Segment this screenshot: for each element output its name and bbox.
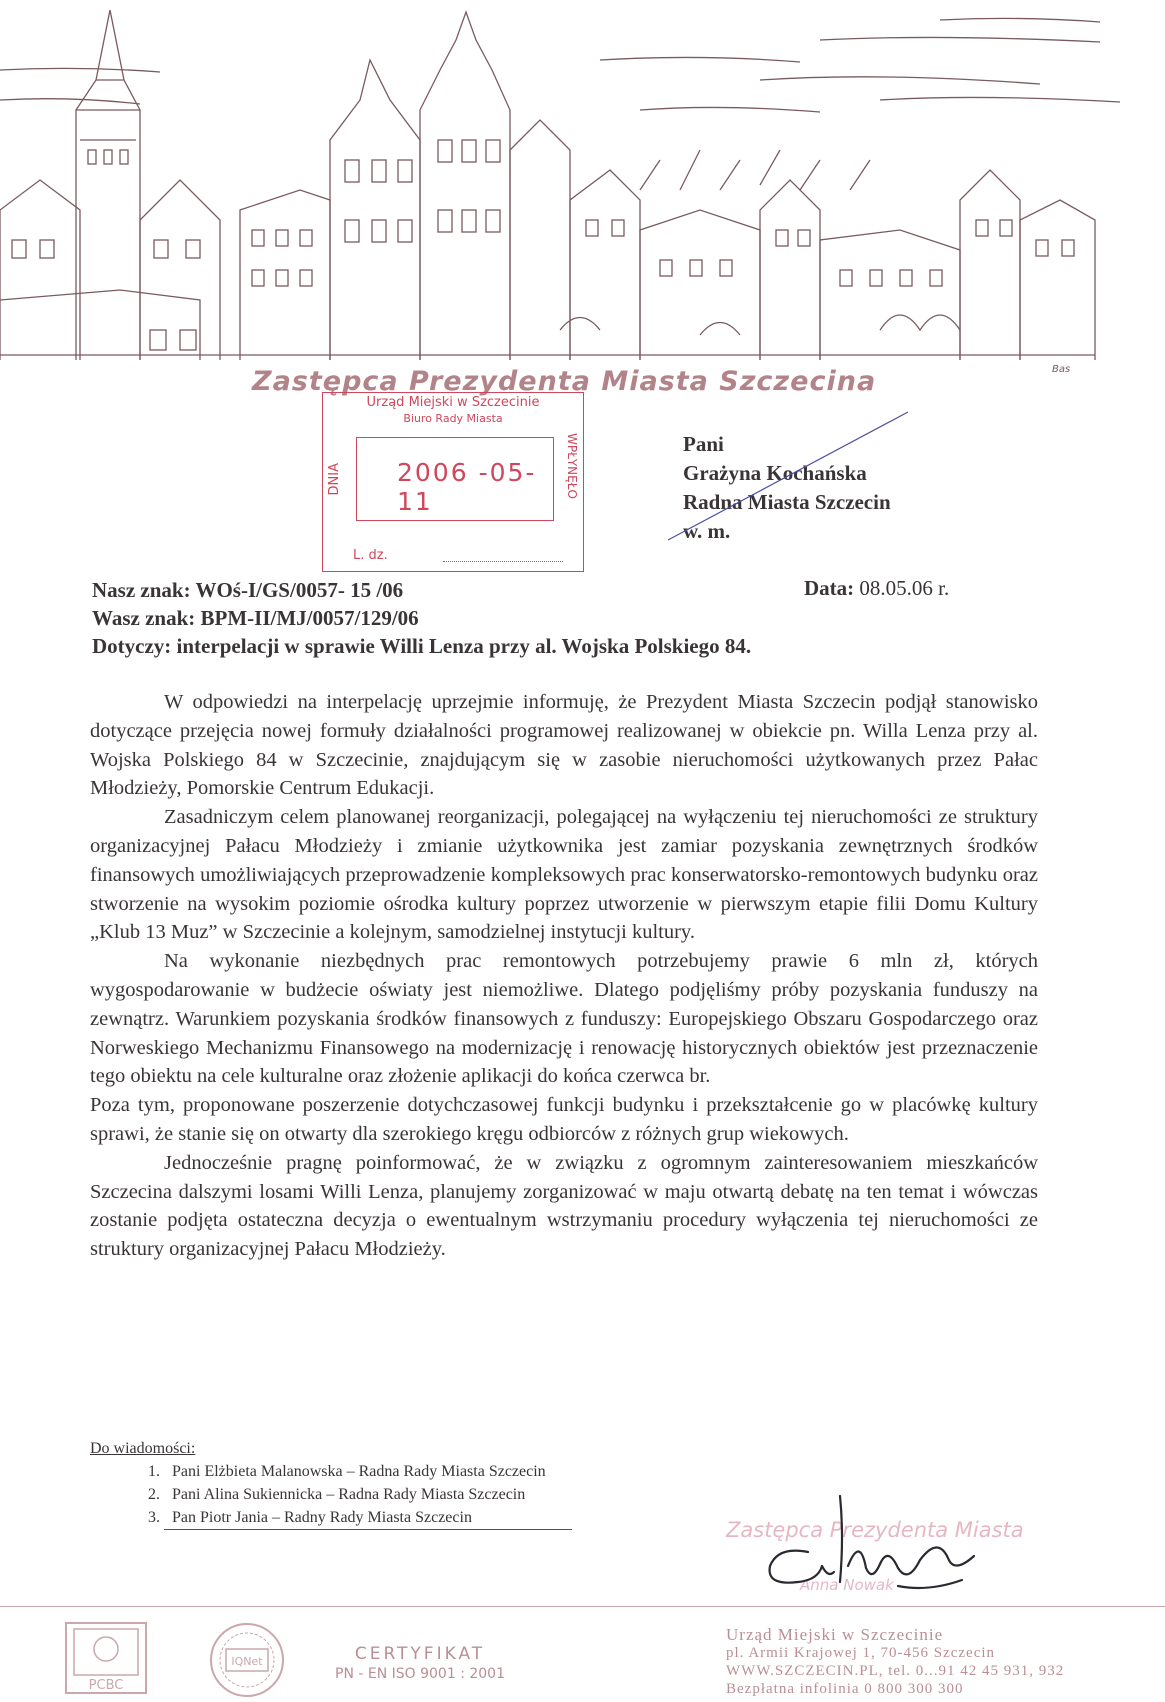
pcbc-logo-text: PCBC (88, 1678, 124, 1693)
stamp-ldz-line (443, 561, 563, 562)
body-paragraph: Jednocześnie pragnę poinformować, że w związku z ogromnym zainteresowaniem mieszkańców Szczecina dalszymi losami Willi Lenza, planujemy zorganizować w maju otwartą debatę na ten temat i wówczas zostanie podjęta ostateczna decyzja o ewentualnym wstrzymaniu procedury wyłączenia tej nieruchomości ze struktury organizacyjnej Pałacu Młodzieży. (90, 1151, 1038, 1261)
dotyczy-line (92, 632, 751, 660)
certificate-title: CERTYFIKAT (354, 1644, 486, 1664)
body-paragraph: Na wykonanie niezbędnych prac remontowych potrzebujemy prawie 6 mln zł, których wygospodarowanie w budżecie oświaty jest niemożliwe. Dlatego podjęliśmy próby pozyskania funduszy na zewnątrz. Warunkiem pozyskania środków finansowych z funduszy: Europejskiego Obszaru Gospodarczego oraz Norweskiego Mechanizmu Finansowego na modernizację i renowację historycznych obiektów jest przeznaczenie tego obiektu na cele kulturalne oraz złożenie aplikacji do końca czerwca br. (90, 950, 1038, 1088)
stamp-ldz: L. dz. (353, 548, 388, 563)
stamp-office: Urząd Miejski w Szczecinie (366, 395, 540, 410)
cc-item: 2. Pani Alina Sukiennicka – Radna Rady Miasta Szczecin (164, 1483, 572, 1506)
wasz-znak-label: Wasz znak: (92, 606, 196, 630)
date-label: Data: (804, 576, 855, 600)
stamp-wplynelo: WPŁYNĘŁO (565, 433, 579, 499)
iqnet-logo (206, 1621, 288, 1699)
artist-mark: Bas (1052, 364, 1071, 375)
letter-body (90, 688, 1038, 1264)
footer-address-line: WWW.SZCZECIN.PL, tel. 0...91 42 45 931, 932 (726, 1663, 1065, 1679)
wasz-znak-line (92, 604, 751, 632)
dotyczy-value: interpelacji w sprawie Willi Lenza przy al. Wojska Polskiego 84. (176, 634, 752, 658)
date-line (804, 576, 949, 601)
certificate-block (300, 1644, 540, 1682)
recipient-line: Grażyna Kochańska (683, 461, 867, 485)
signature-stamp-name: Anna Nowak (800, 1576, 894, 1594)
stamp-department: Biuro Rady Miasta (403, 412, 503, 425)
stamp-date: 2006 -05- 11 (397, 458, 537, 516)
body-paragraph: Zasadniczym celem planowanej reorganizacji, polegającej na wyłączeniu tej nieruchomości ze struktury organizacyjnej Pałacu Młodzieży i zmianie użytkownika jest zamiar pozyskania zewnętrznych środków finansowych umożliwiających przeprowadzenie kompleksowych prac konserwatorsko-remontowych budynku oraz stworzenie na wysokim poziomie ośrodka kultury poprzez utworzenie w pierwszym etapie filii Domu Kultury „Klub 13 Muz” w Szczecinie a kolejnym, samodzielnej instytucji kultury. (90, 806, 1038, 944)
footer-address-line: Urząd Miejski w Szczecinie (726, 1625, 944, 1644)
footer-rule (0, 1606, 1165, 1607)
footer-address (726, 1626, 1064, 1698)
recipient-pen-stroke (668, 404, 918, 544)
iqnet-logo-text: IQNet (231, 1655, 263, 1668)
recipient-line: Pani (683, 432, 724, 456)
handwritten-signature (748, 1496, 988, 1606)
recipient-line: w. m. (683, 519, 731, 543)
city-skyline-illustration (0, 0, 1165, 375)
cc-item: 3. Pan Piotr Jania – Radny Rady Miasta Szczecin (164, 1506, 572, 1530)
footer-address-line: pl. Armii Krajowej 1, 70-456 Szczecin (726, 1645, 996, 1661)
nasz-znak-line (92, 576, 751, 604)
reference-block (92, 576, 751, 660)
body-paragraph: W odpowiedzi na interpelację uprzejmie informuję, że Prezydent Miasta Szczecin podjął stanowisko dotyczące przejęcia nowej formuły działalności programowej realizowanej w obiekcie pn. Willa Lenza przy al. Wojska Polskiego 84 w Szczecinie, znajdującym się w zasobie nieruchomości użytkowanych przez Pałac Młodzieży, Pomorskie Centrum Edukacji. (90, 691, 1038, 800)
dotyczy-label: Dotyczy: (92, 634, 172, 658)
footer-address-line: Bezpłatna infolinia 0 800 300 300 (726, 1681, 964, 1697)
stamp-dnia: DNIA (327, 463, 342, 496)
wasz-znak-value: BPM-II/MJ/0057/129/06 (200, 606, 419, 630)
stamp-date-box (356, 437, 554, 521)
office-title: Zastępca Prezydenta Miasta Szczecina (252, 366, 877, 397)
nasz-znak-value: WOś-I/GS/0057- 15 /06 (195, 578, 404, 602)
body-paragraph: Poza tym, proponowane poszerzenie dotychczasowej funkcji budynku i przekształcenie go w placówkę kultury sprawi, że stanie się on otwarty dla szerokiego kręgu odbiorców z różnych grup wiekowych. (90, 1094, 1038, 1145)
cc-title: Do wiadomości: (90, 1440, 196, 1457)
signature-stamp-title: Zastępca Prezydenta Miasta (726, 1518, 1024, 1542)
cc-list (90, 1460, 572, 1530)
certificate-standard: PN - EN ISO 9001 : 2001 (335, 1666, 505, 1682)
pcbc-logo (64, 1621, 148, 1695)
cc-item: 1. Pani Elżbieta Malanowska – Radna Rady Miasta Szczecin (164, 1460, 572, 1483)
recipient-line: Radna Miasta Szczecin (683, 490, 891, 514)
date-value: 08.05.06 r. (859, 576, 950, 600)
cc-block (90, 1437, 572, 1530)
nasz-znak-label: Nasz znak: (92, 578, 191, 602)
registration-stamp (322, 392, 584, 572)
